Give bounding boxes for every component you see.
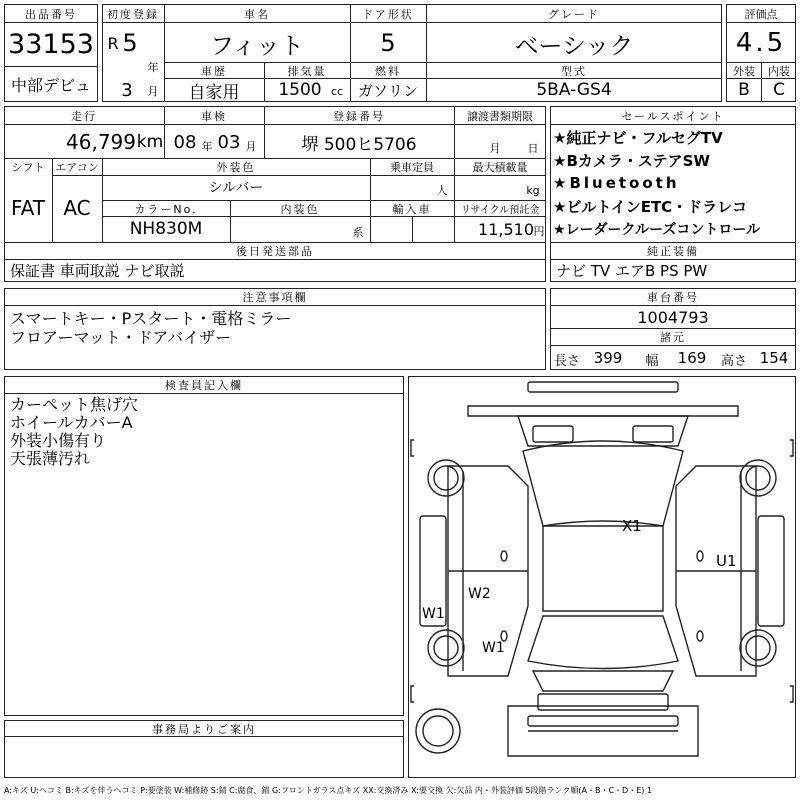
import-label: 輸入車	[392, 202, 432, 216]
grade-label: グレード	[548, 7, 600, 21]
length-label: 長さ	[554, 353, 581, 369]
length: 399	[593, 349, 623, 367]
later-parts: 保証書 車両取説 ナビ取説	[10, 262, 185, 280]
car-name-label: 車名	[244, 7, 270, 21]
mileage-label: 走行	[71, 109, 97, 123]
int-color-label: 内装色	[280, 202, 320, 216]
displacement-unit: cc	[330, 84, 344, 98]
month-unit: 月	[147, 85, 159, 98]
plate-label: 登録番号	[333, 109, 385, 123]
score: 4.5	[735, 28, 787, 58]
recycle-unit: 円	[533, 225, 545, 238]
notes-line-2: フロアーマット・ドアバイザー	[10, 328, 232, 347]
mileage-unit: km	[136, 132, 164, 152]
notes-label: 注意事項欄	[242, 291, 308, 304]
interior-label: 内装	[768, 64, 790, 78]
transfer-label: 譲渡書類期限	[467, 109, 533, 123]
inspector-line-2: ホイールカバーA	[10, 413, 133, 432]
legend: A:キズ U:ヘコミ B:キズを伴うヘコミ P:要塗装 W:補修跡 S:錆 C:腐食、錆 G:フロントガラス点キズ XX:交換済み X:要交換 欠:欠品 内・外装評価 5段階ランク順(A・B・C・D・E) 1	[4, 785, 653, 795]
interior-grade: C	[773, 80, 785, 100]
inspection-year: 08	[173, 131, 197, 153]
displacement: 1500	[278, 80, 322, 100]
chassis-label: 車台番号	[647, 291, 699, 304]
lot-number: 33153	[8, 28, 94, 60]
car-name: フィット	[209, 31, 305, 60]
inspection-month-unit: 月	[245, 140, 257, 153]
width: 169	[677, 349, 707, 367]
history-label: 車歴	[201, 64, 227, 78]
height-label: 高さ	[720, 353, 747, 369]
sales-point-3: ★Bluetooth	[553, 174, 680, 192]
shift-label: シフト	[11, 161, 45, 174]
door-label: ドア形状	[362, 7, 414, 21]
recycle-fee: 11,510	[478, 219, 534, 239]
max-load-unit: kg	[526, 183, 540, 197]
displacement-label: 排気量	[287, 64, 327, 78]
width-label: 幅	[645, 353, 659, 369]
sales-point-1: ★純正ナビ・フルセグTV	[553, 128, 723, 147]
ext-color-label: 外装色	[216, 161, 256, 174]
fuel: ガソリン	[357, 81, 418, 100]
first-reg-label: 初度登録	[107, 7, 159, 21]
sales-point-4: ★ビルトインETC・ドラレコ	[553, 197, 748, 216]
damage-mark-w2: W2	[468, 586, 491, 602]
shift: FAT	[10, 196, 45, 220]
color-no: NH830M	[129, 219, 203, 239]
era: R	[107, 33, 119, 53]
inspection-year-unit: 年	[201, 140, 213, 153]
office-label: 事務局よりご案内	[152, 722, 256, 736]
inspector-label: 検査員記入欄	[165, 379, 243, 392]
max-load-label: 最大積載量	[472, 161, 528, 174]
venue-name: 中部デビュ	[10, 75, 91, 95]
history: 自家用	[188, 82, 240, 103]
lot-label: 出品番号	[25, 7, 77, 21]
chassis-number: 1004793	[637, 307, 709, 327]
mileage: 46,799	[66, 130, 136, 154]
model-label: 型式	[561, 64, 587, 78]
damage-mark-w1-left: W1	[422, 606, 445, 622]
color-no-label: カラーNo.	[134, 202, 198, 216]
notes-line-1: スマートキー・Pスタート・電格ミラー	[10, 309, 292, 328]
exterior-label: 外装	[733, 64, 755, 78]
first-reg-month: 3	[121, 79, 133, 101]
spec-label: 諸元	[660, 331, 686, 344]
inspection-label: 車検	[201, 109, 227, 123]
later-parts-label: 後日発送部品	[236, 245, 314, 258]
inspector-line-4: 天張薄汚れ	[10, 449, 91, 468]
plate-number: 堺 500ヒ5706	[301, 134, 417, 155]
car-diagram	[408, 376, 796, 778]
first-reg-year: 5	[122, 29, 138, 57]
capacity-unit: 人	[436, 184, 448, 197]
score-label: 評価点	[744, 7, 778, 21]
sales-label: セールスポイント	[621, 109, 725, 123]
equip-label: 純正装備	[647, 245, 699, 258]
transfer-day: 日	[527, 142, 539, 155]
exterior-grade: B	[738, 80, 750, 100]
int-color-unit: 系	[352, 226, 364, 239]
damage-mark-w1-rear: W1	[482, 640, 505, 656]
ext-color: シルバー	[208, 180, 264, 196]
sales-point-2: ★Bカメラ・ステアSW	[553, 151, 710, 170]
damage-mark-x1: X1	[622, 517, 642, 535]
grade: ベーシック	[514, 31, 634, 60]
sales-point-5: ★レーダークルーズコントロール	[553, 222, 761, 238]
equipment: ナビ TV エアB PS PW	[556, 262, 708, 280]
height: 154	[759, 349, 789, 367]
inspector-line-1: カーペット焦げ穴	[10, 395, 139, 414]
door-type: 5	[380, 29, 396, 57]
damage-mark-u1: U1	[716, 552, 737, 570]
year-unit: 年	[147, 61, 159, 74]
aircon-label: エアコン	[55, 161, 99, 174]
model: 5BA-GS4	[536, 80, 612, 100]
aircon: AC	[63, 196, 91, 220]
recycle-label: リサイクル預託金	[460, 205, 540, 216]
capacity-label: 乗車定員	[390, 161, 434, 174]
transfer-month: 月	[489, 142, 501, 155]
inspection-month: 03	[217, 131, 241, 153]
fuel-label: 燃料	[375, 64, 401, 78]
inspector-line-3: 外装小傷有り	[10, 431, 107, 450]
